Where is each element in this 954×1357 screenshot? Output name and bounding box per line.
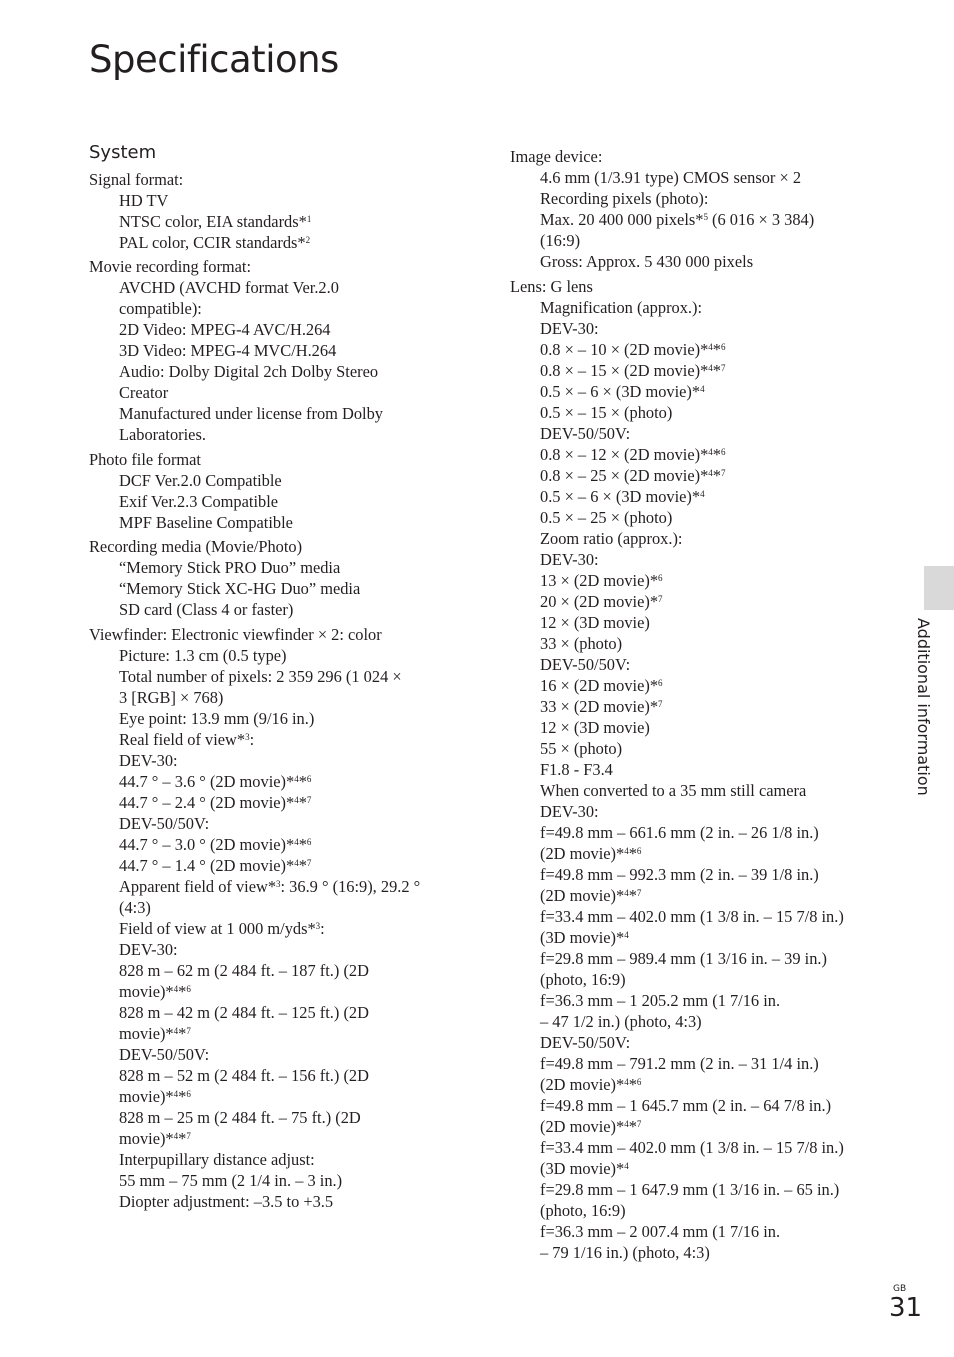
spec-line (540, 251, 753, 272)
spec-line (89, 256, 251, 277)
spec-text: f=49.8 mm – 791.2 mm (2 in. – 31 1/4 in.) (540, 1054, 819, 1073)
footnote-ref: 4 (708, 342, 713, 352)
spec-line (89, 536, 302, 557)
footnote-ref: 7 (186, 1131, 191, 1141)
spec-text: DEV-30: (540, 550, 599, 569)
spec-line (540, 381, 705, 402)
spec-text-cont: * (298, 835, 307, 854)
footnote-ref: 7 (186, 1026, 191, 1036)
spec-text: Real field of view* (119, 730, 246, 749)
spec-text: HD TV (119, 191, 169, 210)
footnote-ref: 4 (294, 774, 299, 784)
spec-text-cont: * (712, 445, 721, 464)
spec-line (540, 822, 819, 843)
spec-text: 0.5 × – 15 × (photo) (540, 403, 673, 422)
spec-line (540, 591, 663, 612)
spec-line (540, 612, 650, 633)
spec-text: (photo, 16:9) (540, 1201, 626, 1220)
spec-text-cont: : 36.9 ° (16:9), 29.2 ° (280, 877, 421, 896)
spec-text: SD card (Class 4 or faster) (119, 600, 294, 619)
footnote-ref: 6 (306, 774, 312, 784)
footnote-ref: 4 (624, 1077, 629, 1087)
spec-text: (2D movie)* (540, 1117, 625, 1136)
spec-text: 44.7 ° – 1.4 ° (2D movie)* (119, 856, 295, 875)
spec-line (119, 792, 311, 813)
spec-text: 0.8 × – 25 × (2D movie)* (540, 466, 709, 485)
footnote-ref: 3 (276, 879, 281, 889)
spec-line (119, 855, 311, 876)
footnote-ref: 7 (636, 1119, 642, 1129)
spec-text-cont: : (249, 730, 255, 749)
spec-text: Zoom ratio (approx.): (540, 529, 683, 548)
spec-line (540, 570, 663, 591)
spec-line (119, 960, 369, 981)
spec-text: Exif Ver.2.3 Compatible (119, 492, 279, 511)
spec-text: movie)* (119, 1087, 174, 1106)
spec-line (540, 486, 705, 507)
spec-line (119, 491, 278, 512)
spec-text-cont: * (628, 886, 637, 905)
spec-text: Audio: Dolby Digital 2ch Dolby Stereo (119, 362, 379, 381)
spec-text: 13 × (2D movie)* (540, 571, 659, 590)
spec-text: 16 × (2D movie)* (540, 676, 659, 695)
spec-text: DEV-30: (119, 751, 178, 770)
spec-text: f=49.8 mm – 661.6 mm (2 in. – 26 1/8 in.) (540, 823, 819, 842)
spec-line (540, 209, 814, 230)
spec-line (119, 211, 311, 232)
spec-line (540, 507, 672, 528)
spec-line (119, 277, 339, 298)
spec-line (119, 1170, 342, 1191)
footnote-ref: 6 (306, 837, 312, 847)
spec-text: (4:3) (119, 898, 151, 917)
spec-text: NTSC color, EIA standards* (119, 212, 307, 231)
spec-line (119, 319, 331, 340)
footnote-ref: 4 (624, 1161, 629, 1171)
spec-line (89, 449, 201, 470)
spec-line (540, 948, 827, 969)
footnote-ref: 4 (173, 984, 179, 994)
spec-text: 0.8 × – 12 × (2D movie)* (540, 445, 709, 464)
spec-text: DEV-50/50V: (540, 424, 631, 443)
spec-text: f=49.8 mm – 1 645.7 mm (2 in. – 64 7/8 in.) (540, 1096, 832, 1115)
spec-text: 0.5 × – 6 × (3D movie)* (540, 487, 701, 506)
spec-text: 0.8 × – 10 × (2D movie)* (540, 340, 709, 359)
spec-line (540, 465, 725, 486)
spec-text: Creator (119, 383, 169, 402)
spec-line (119, 918, 325, 939)
footnote-ref: 4 (624, 846, 629, 856)
spec-line (540, 738, 622, 759)
spec-line (119, 424, 206, 445)
footnote-ref: 7 (658, 594, 663, 604)
spec-line (540, 360, 725, 381)
spec-text: 33 × (2D movie)* (540, 697, 659, 716)
spec-text: 828 m – 42 m (2 484 ft. – 125 ft.) (2D (119, 1003, 369, 1022)
spec-text-cont: * (178, 1024, 187, 1043)
spec-line (540, 1074, 641, 1095)
footnote-ref: 3 (315, 921, 321, 931)
spec-text: 44.7 ° – 3.6 ° (2D movie)* (119, 772, 295, 791)
footnote-ref: 6 (720, 342, 726, 352)
footnote-ref: 4 (708, 363, 713, 373)
spec-text: f=49.8 mm – 992.3 mm (2 in. – 39 1/8 in.) (540, 865, 819, 884)
spec-text: movie)* (119, 1129, 174, 1148)
spec-text: Magnification (approx.): (540, 298, 703, 317)
spec-text: – 79 1/16 in.) (photo, 4:3) (540, 1243, 710, 1262)
spec-text-cont: * (628, 844, 637, 863)
footnote-ref: 6 (720, 447, 726, 457)
footnote-ref: 4 (624, 930, 629, 940)
spec-text: 55 mm – 75 mm (2 1/4 in. – 3 in.) (119, 1171, 343, 1190)
spec-text-cont: (6 016 × 3 384) (707, 210, 815, 229)
spec-text: Laboratories. (119, 425, 206, 444)
spec-text: Apparent field of view* (119, 877, 277, 896)
spec-line (540, 167, 801, 188)
spec-text: DEV-30: (540, 802, 599, 821)
spec-text: DCF Ver.2.0 Compatible (119, 471, 282, 490)
page-number: 31 (889, 1293, 923, 1323)
spec-line (119, 298, 202, 319)
footnote-ref: 4 (294, 795, 299, 805)
side-tab-label: Additional information (914, 618, 933, 796)
footnote-ref: 7 (720, 468, 726, 478)
spec-line (540, 696, 663, 717)
spec-line (119, 1149, 315, 1170)
spec-line (119, 340, 336, 361)
spec-line (540, 297, 702, 318)
footnote-ref: 4 (294, 837, 299, 847)
spec-text: 3D Video: MPEG-4 MVC/H.264 (119, 341, 337, 360)
spec-line (119, 557, 340, 578)
spec-text: Total number of pixels: 2 359 296 (1 024 × (119, 667, 402, 686)
spec-line (540, 1158, 629, 1179)
spec-text: DEV-50/50V: (540, 1033, 631, 1052)
spec-line (540, 927, 629, 948)
spec-line (119, 939, 178, 960)
section-heading-system: System (89, 142, 157, 163)
spec-text: 2D Video: MPEG-4 AVC/H.264 (119, 320, 331, 339)
spec-line (119, 876, 420, 897)
spec-text-cont: * (298, 856, 307, 875)
spec-text: 0.5 × – 25 × (photo) (540, 508, 673, 527)
spec-line (119, 190, 168, 211)
footnote-ref: 4 (173, 1026, 179, 1036)
spec-line (119, 599, 293, 620)
spec-line (540, 717, 650, 738)
spec-line (119, 834, 311, 855)
spec-text: Recording pixels (photo): (540, 189, 709, 208)
spec-text: “Memory Stick PRO Duo” media (119, 558, 341, 577)
spec-line (540, 318, 599, 339)
spec-text: (2D movie)* (540, 886, 625, 905)
spec-text: movie)* (119, 1024, 174, 1043)
footnote-ref: 4 (624, 888, 629, 898)
spec-text: Movie recording format: (89, 257, 252, 276)
spec-text: 55 × (photo) (540, 739, 623, 758)
footnote-ref: 6 (186, 1089, 191, 1099)
spec-text: MPF Baseline Compatible (119, 513, 293, 532)
spec-line (540, 1053, 819, 1074)
spec-text-cont: : (320, 919, 325, 938)
footnote-ref: 7 (720, 363, 726, 373)
spec-text: (16:9) (540, 231, 581, 250)
spec-line (540, 1242, 710, 1263)
spec-text-cont: * (178, 982, 187, 1001)
spec-line (89, 169, 183, 190)
footnote-ref: 4 (294, 858, 299, 868)
spec-line (510, 276, 593, 297)
spec-line (119, 403, 383, 424)
spec-text: 44.7 ° – 3.0 ° (2D movie)* (119, 835, 295, 854)
spec-text: DEV-50/50V: (119, 1045, 210, 1064)
spec-text: 3 [RGB] × 768) (119, 688, 224, 707)
spec-text: Recording media (Movie/Photo) (89, 537, 303, 556)
spec-line (119, 750, 178, 771)
spec-text: movie)* (119, 982, 174, 1001)
spec-line (540, 423, 630, 444)
spec-line (540, 1116, 641, 1137)
spec-text: Max. 20 400 000 pixels* (540, 210, 704, 229)
spec-line (119, 1128, 191, 1149)
spec-text: F1.8 - F3.4 (540, 760, 613, 779)
spec-text-cont: * (712, 340, 721, 359)
spec-line (540, 230, 580, 251)
side-tab-marker (924, 566, 954, 610)
spec-text: (photo, 16:9) (540, 970, 626, 989)
page-region-code: GB (893, 1284, 907, 1294)
spec-text: f=29.8 mm – 1 647.9 mm (1 3/16 in. – 65 in.) (540, 1180, 840, 1199)
spec-text: Manufactured under license from Dolby (119, 404, 383, 423)
spec-line (540, 759, 613, 780)
spec-text-cont: * (178, 1087, 187, 1106)
footnote-ref: 4 (173, 1089, 179, 1099)
spec-line (119, 729, 254, 750)
spec-text: 20 × (2D movie)* (540, 592, 659, 611)
spec-line (540, 402, 672, 423)
spec-text: 0.8 × – 15 × (2D movie)* (540, 361, 709, 380)
spec-text: AVCHD (AVCHD format Ver.2.0 (119, 278, 339, 297)
spec-line (510, 146, 602, 167)
spec-text: 12 × (3D movie) (540, 613, 650, 632)
spec-text: Eye point: 13.9 mm (9/16 in.) (119, 709, 315, 728)
spec-line (540, 654, 630, 675)
spec-text: 828 m – 62 m (2 484 ft. – 187 ft.) (2D (119, 961, 369, 980)
spec-line (540, 801, 599, 822)
spec-text: Lens: G lens (510, 277, 593, 296)
spec-line (119, 1065, 369, 1086)
footnote-ref: 7 (306, 795, 312, 805)
spec-text: PAL color, CCIR standards* (119, 233, 306, 252)
spec-text: f=29.8 mm – 989.4 mm (1 3/16 in. – 39 in.) (540, 949, 827, 968)
spec-text: compatible): (119, 299, 202, 318)
spec-text: – 47 1/2 in.) (photo, 4:3) (540, 1012, 702, 1031)
spec-text: Gross: Approx. 5 430 000 pixels (540, 252, 754, 271)
spec-text: (3D movie)* (540, 928, 625, 947)
spec-line (119, 578, 360, 599)
spec-line (540, 339, 725, 360)
footnote-ref: 3 (245, 732, 250, 742)
spec-line (540, 1011, 702, 1032)
spec-line (119, 512, 293, 533)
footnote-ref: 6 (636, 1077, 642, 1087)
footnote-ref: 6 (658, 573, 663, 583)
spec-line (119, 771, 311, 792)
spec-text-cont: * (298, 793, 307, 812)
spec-line (119, 1023, 191, 1044)
footnote-ref: 4 (708, 468, 713, 478)
spec-text: 4.6 mm (1/3.91 type) CMOS sensor × 2 (540, 168, 802, 187)
spec-text: (3D movie)* (540, 1159, 625, 1178)
spec-line (540, 1221, 780, 1242)
spec-line (119, 1044, 209, 1065)
spec-line (119, 382, 168, 403)
spec-text: 12 × (3D movie) (540, 718, 650, 737)
footnote-ref: 4 (700, 489, 705, 499)
spec-line (89, 624, 382, 645)
footnote-ref: 4 (700, 384, 705, 394)
spec-text: 0.5 × – 6 × (3D movie)* (540, 382, 701, 401)
footnote-ref: 6 (186, 984, 191, 994)
spec-text-cont: * (712, 361, 721, 380)
spec-line (540, 843, 641, 864)
spec-line (540, 906, 844, 927)
spec-text: 828 m – 25 m (2 484 ft. – 75 ft.) (2D (119, 1108, 361, 1127)
spec-text: Image device: (510, 147, 603, 166)
spec-text: f=36.3 mm – 1 205.2 mm (1 7/16 in. (540, 991, 781, 1010)
spec-text: “Memory Stick XC-HG Duo” media (119, 579, 361, 598)
footnote-ref: 4 (708, 447, 713, 457)
spec-line (119, 232, 310, 253)
footnote-ref: 6 (658, 678, 663, 688)
spec-line (540, 780, 806, 801)
footnote-ref: 1 (306, 214, 312, 224)
spec-line (119, 1002, 369, 1023)
spec-text: DEV-30: (119, 940, 178, 959)
spec-line (540, 1095, 831, 1116)
spec-line (119, 645, 287, 666)
spec-line (119, 1086, 191, 1107)
spec-line (119, 1107, 361, 1128)
spec-text-cont: * (712, 466, 721, 485)
spec-text: f=33.4 mm – 402.0 mm (1 3/8 in. – 15 7/8 in.) (540, 907, 844, 926)
spec-line (540, 1032, 630, 1053)
spec-text: Photo file format (89, 450, 201, 469)
footnote-ref: 5 (703, 212, 708, 222)
spec-line (119, 666, 402, 687)
spec-text: Picture: 1.3 cm (0.5 type) (119, 646, 287, 665)
spec-line (540, 1179, 839, 1200)
spec-text: 44.7 ° – 2.4 ° (2D movie)* (119, 793, 295, 812)
spec-line (119, 897, 151, 918)
spec-text: DEV-50/50V: (119, 814, 210, 833)
spec-text: 828 m – 52 m (2 484 ft. – 156 ft.) (2D (119, 1066, 369, 1085)
spec-text: Diopter adjustment: –3.5 to +3.5 (119, 1192, 334, 1211)
footnote-ref: 4 (624, 1119, 629, 1129)
spec-line (540, 675, 663, 696)
spec-line (540, 188, 708, 209)
spec-text: f=33.4 mm – 402.0 mm (1 3/8 in. – 15 7/8 in.) (540, 1138, 844, 1157)
footnote-ref: 2 (305, 235, 311, 245)
spec-line (119, 708, 314, 729)
spec-text: 33 × (photo) (540, 634, 623, 653)
footnote-ref: 7 (306, 858, 312, 868)
spec-line (119, 981, 191, 1002)
spec-line (540, 864, 819, 885)
spec-text-cont: * (298, 772, 307, 791)
spec-text-cont: * (628, 1075, 637, 1094)
spec-line (119, 1191, 333, 1212)
spec-line (540, 633, 622, 654)
spec-line (540, 990, 780, 1011)
spec-line (119, 813, 209, 834)
spec-line (540, 1137, 844, 1158)
spec-line (540, 885, 641, 906)
spec-text: (2D movie)* (540, 844, 625, 863)
spec-text: Viewfinder: Electronic viewfinder × 2: color (89, 625, 382, 644)
spec-text-cont: * (628, 1117, 637, 1136)
spec-text-cont: * (178, 1129, 187, 1148)
spec-text: (2D movie)* (540, 1075, 625, 1094)
spec-line (540, 549, 599, 570)
page-title: Specifications (89, 38, 339, 81)
spec-line (540, 969, 626, 990)
spec-line (119, 687, 223, 708)
footnote-ref: 6 (636, 846, 642, 856)
spec-line (540, 528, 682, 549)
spec-line (540, 1200, 626, 1221)
spec-text: Signal format: (89, 170, 184, 189)
footnote-ref: 7 (636, 888, 642, 898)
spec-text: f=36.3 mm – 2 007.4 mm (1 7/16 in. (540, 1222, 781, 1241)
spec-text: When converted to a 35 mm still camera (540, 781, 807, 800)
footnote-ref: 4 (173, 1131, 179, 1141)
spec-text: DEV-50/50V: (540, 655, 631, 674)
spec-text: Field of view at 1 000 m/yds* (119, 919, 316, 938)
spec-text: Interpupillary distance adjust: (119, 1150, 315, 1169)
footnote-ref: 7 (658, 699, 663, 709)
spec-line (119, 361, 378, 382)
spec-text: DEV-30: (540, 319, 599, 338)
spec-line (540, 444, 725, 465)
spec-line (119, 470, 282, 491)
